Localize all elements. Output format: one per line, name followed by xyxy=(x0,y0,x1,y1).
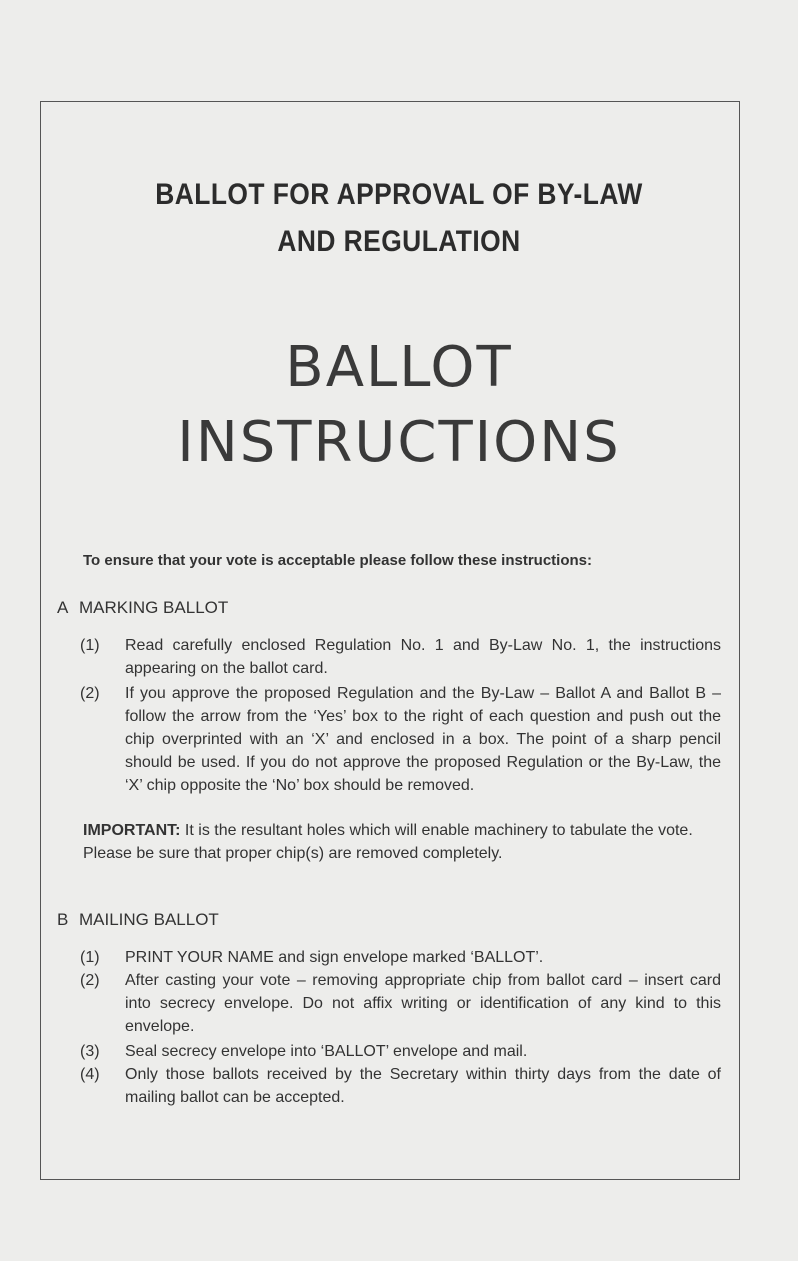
important-text: It is the resultant holes which will enable machinery to tabulate the vote. Please be sure that proper chip(s) are removed completely. xyxy=(83,822,693,862)
section-a-letter: A xyxy=(57,598,69,617)
section-b-item-4 xyxy=(80,1063,721,1109)
big-title-line-2: INSTRUCTIONS xyxy=(177,410,621,475)
section-a-item-1 xyxy=(80,634,721,680)
section-b-title: MAILING BALLOT xyxy=(79,910,219,929)
item-number: (3) xyxy=(80,1043,100,1060)
intro-text: To ensure that your vote is acceptable please follow these instructions: xyxy=(83,552,593,569)
section-b-heading xyxy=(57,910,219,930)
item-text: Only those ballots received by the Secretary within thirty days from the date of mailing ballot can be accepted. xyxy=(125,1066,721,1106)
item-text: PRINT YOUR NAME and sign envelope marked ‘BALLOT’. xyxy=(125,949,544,966)
section-a-heading xyxy=(57,598,228,618)
section-b-item-1 xyxy=(80,946,721,969)
item-number: (1) xyxy=(80,637,100,654)
section-b-letter: B xyxy=(57,910,69,929)
item-number: (4) xyxy=(80,1066,100,1083)
heading-line-2: AND REGULATION xyxy=(277,225,521,258)
item-text: If you approve the proposed Regulation and the By-Law – Ballot A and Ballot B – follow the arrow from the ‘Yes’ box to the right of each question and push out the chip overprinted with an ‘X’ and enclosed in a box. The point of a sharp pencil should be used. If you do not approve the proposed Regulation or the By-Law, the ‘X’ chip opposite the ‘No’ box should be removed. xyxy=(125,685,721,794)
item-text: Read carefully enclosed Regulation No. 1 and By-Law No. 1, the instructions appearing on the ballot card. xyxy=(125,637,721,677)
important-label: IMPORTANT: xyxy=(83,822,181,839)
big-title-line-1: BALLOT xyxy=(285,335,513,400)
important-note xyxy=(83,819,721,865)
section-b-item-2 xyxy=(80,969,721,1038)
item-number: (2) xyxy=(80,972,100,989)
item-text: After casting your vote – removing appropriate chip from ballot card – insert card into secrecy envelope. Do not affix writing or identification of any kind to this envelope. xyxy=(125,972,721,1035)
item-number: (1) xyxy=(80,949,100,966)
item-text: Seal secrecy envelope into ‘BALLOT’ envelope and mail. xyxy=(125,1043,528,1060)
section-b-item-3 xyxy=(80,1040,721,1063)
section-a-item-2 xyxy=(80,682,721,797)
heading-line-1: BALLOT FOR APPROVAL OF BY-LAW xyxy=(155,178,643,211)
section-a-title: MARKING BALLOT xyxy=(79,598,229,617)
item-number: (2) xyxy=(80,685,100,702)
